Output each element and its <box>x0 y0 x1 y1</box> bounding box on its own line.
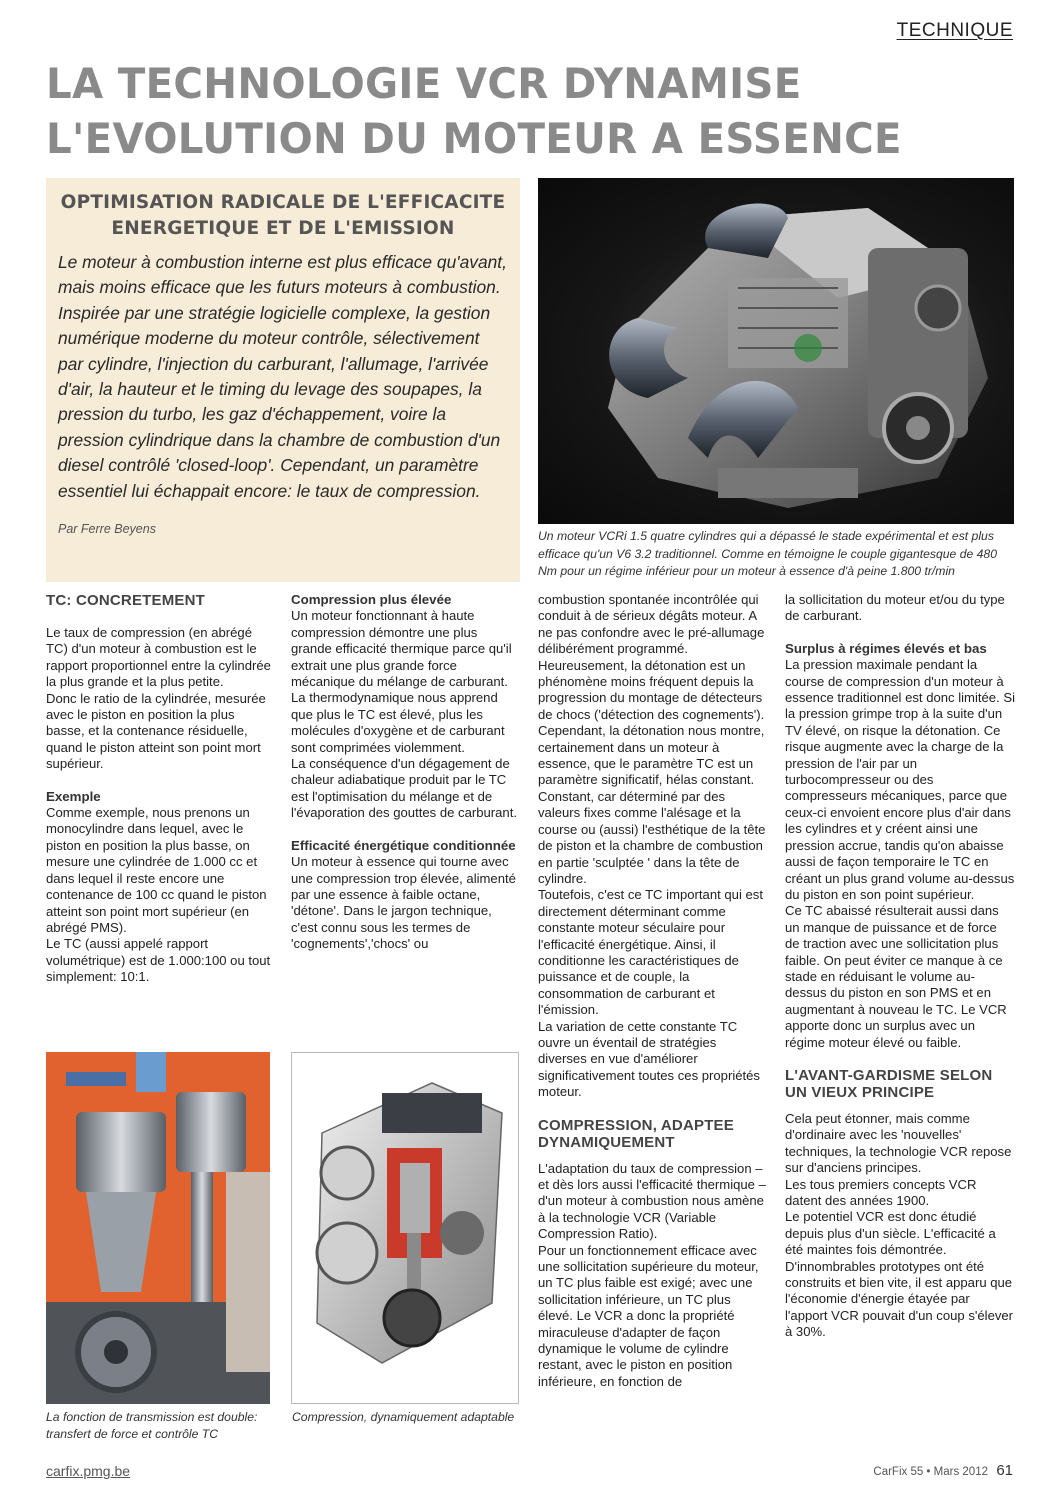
intro-title-line-1: OPTIMISATION RADICALE DE L'EFFICACITE <box>60 192 506 213</box>
paragraph: Comme exemple, nous prenons un monocylindre dans lequel, avec le piston en position la plus basse, on mesure une cylindrée de 1.000 cc et dans lequel il reste encore une contenance de 100 cc quand le piston atteint son point mort supérieur (en abrégé PMS). <box>46 805 267 935</box>
column-3 <box>538 592 768 1390</box>
column-4 <box>785 592 1015 1341</box>
intro-box <box>46 178 520 582</box>
paragraph: D'innombrables prototypes ont été construits et bien vite, il est apparu que l'économie d'énergie étayée par l'apport VCR pouvait d'un coup s'élever à 30%. <box>785 1258 1014 1340</box>
paragraph: Les tous premiers concepts VCR datent des années 1900. <box>785 1176 977 1208</box>
engine-cutaway-photo <box>291 1052 519 1404</box>
spacer <box>291 822 521 838</box>
spacer <box>538 1151 768 1161</box>
paragraph: La thermodynamique nous apprend que plus le TC est élevé, plus les molécules d'oxygène et de carburant sont comprimées violemment. <box>291 690 505 755</box>
spacer <box>785 625 1015 641</box>
engine-photo <box>538 178 1014 524</box>
paragraph: Le taux de compression (en abrégé TC) d'un moteur à combustion est le rapport proportionnel entre la cylindrée la plus grande et la plus petite. <box>46 625 271 690</box>
heading-compression-adaptee: COMPRESSION, ADAPTEE DYNAMIQUEMENT <box>538 1116 734 1151</box>
heading-tc-concretement: TC: CONCRETEMENT <box>46 592 206 609</box>
engine-cutaway-illustration <box>292 1053 519 1404</box>
subheading-compression-elevee: Compression plus élevée <box>291 592 452 607</box>
intro-title <box>58 190 508 242</box>
footer-issue-info: CarFix 55 • Mars 2012 <box>873 1466 988 1478</box>
column-2 <box>291 592 521 953</box>
footer-website-link[interactable]: carfix.pmg.be <box>46 1463 131 1479</box>
paragraph: Ce TC abaissé résulterait aussi dans un manque de puissance et de force de traction avec une sollicitation plus faible. On peut éviter ce manque à ce stade en réduisant le volume au-dessus du piston en son PMS et en augmentant à nouveau le TC. Le VCR apporte donc un surplus avec un régime moteur élevé ou faible. <box>785 903 1007 1050</box>
paragraph: Constant, car déterminé par des valeurs fixes comme l'alésage et la course ou (aussi) l'esthétique de la tête de piston et la chambre de combustion en partie 'sculptée ' dans la tête de cylindre. <box>538 788 766 886</box>
paragraph: la sollicitation du moteur et/ou du type de carburant. <box>785 592 1005 624</box>
intro-title-line-2: ENERGETIQUE ET DE L'EMISSION <box>111 218 455 239</box>
intro-lead-text: Le moteur à combustion interne est plus efficace qu'avant, mais moins efficace que les futurs moteurs à combustion. Inspirée par une stratégie logicielle complexe, la gestion numérique moderne du moteur contrôle, sélectivement par cylindre, l'injection du carburant, l'allumage, l'arrivée d'air, la hauteur et le timing du levage des soupapes, la pression du turbo, les gaz d'échappement, voire la pression cylindrique dans la chambre de combustion d'un diesel contrôlé 'closed-loop'. Cependant, un paramètre essentiel lui échappait encore: le taux de compression. <box>58 252 507 501</box>
paragraph: La conséquence d'un dégagement de chaleur adiabatique produit par le TC est l'optimisation du mélange et de l'évaporation des gouttes de carburant. <box>291 756 517 821</box>
paragraph: Cela peut étonner, mais comme d'ordinaire avec les 'nouvelles' techniques, la technologie VCR repose sur d'anciens principes. <box>785 1110 1012 1176</box>
column-1 <box>46 592 276 986</box>
paragraph: L'adaptation du taux de compression – et dès lors aussi l'efficacité thermique – d'un moteur à combustion nous amène à la technologie VCR (Variable Compression Ratio). <box>538 1160 766 1242</box>
heading-avant-gardisme: L'AVANT-GARDISME SELON UN VIEUX PRINCIPE <box>785 1066 993 1101</box>
engine-photo-caption: Un moteur VCRi 1.5 quatre cylindres qui a dépassé le stade expérimental et est plus efficace qu'un V6 3.2 traditionnel. Comme en témoigne le couple gigantesque de 480 Nm pour un régime inférieur pour un moteur à essence d'à peine 1.800 tr/min <box>538 529 997 578</box>
spacer <box>538 1101 768 1117</box>
headline-line-2: L'EVOLUTION DU MOTEUR A ESSENCE <box>46 114 902 163</box>
piston-cutaway-photo <box>46 1052 270 1404</box>
author-byline: Par Ferre Beyens <box>58 522 156 537</box>
subheading-surplus: Surplus à régimes élevés et bas <box>785 640 987 656</box>
engine-illustration <box>538 178 1014 524</box>
spacer <box>46 609 276 625</box>
paragraph: combustion spontanée incontrôlée qui conduit à de sérieux dégâts moteur. A ne pas confondre avec le pré-allumage délibérément programmé. Heureusement, la détonation est un phénomène moins fréquent depuis la progression du montage de détecteurs de chocs ('détection des cognements'). Cependant, la détonation nous montre, certainement dans un moteur à essence, que le paramètre TC est un paramètre significatif, hélas constant. <box>538 592 765 788</box>
headline-line-1: LA TECHNOLOGIE VCR DYNAMISE <box>46 59 802 108</box>
paragraph: Le TC (aussi appelé rapport volumétrique) est de 1.000:100 ou tout simplement: 10:1. <box>46 936 271 985</box>
paragraph: Un moteur fonctionnant à haute compression démontre une plus grande efficacité thermique parce qu'il extrait une plus grande force mécanique du mélange de carburant. <box>291 608 512 690</box>
paragraph: Un moteur à essence qui tourne avec une compression trop élevée, alimenté par une essence à faible octane, 'détone'. Dans le jargon technique, c'est connu sous les termes de 'cognements','chocs' ou <box>291 854 516 952</box>
subheading-exemple: Exemple <box>46 788 101 804</box>
paragraph: Toutefois, c'est ce TC important qui est directement déterminant comme constante moteur séculaire pour l'efficacité énergétique. Ainsi, il conditionne les caractéristiques de puissance et de couple, la consommation de carburant et l'émission. <box>538 887 763 1018</box>
spacer <box>46 773 276 789</box>
paragraph: Pour un fonctionnement efficace avec une sollicitation supérieure du moteur, un TC plus faible est exigé; avec une sollicitation inférieure, un TC plus élevé. Le VCR a donc la propriété miraculeuse d'adapter de façon dynamique le volume de cylindre restant, avec le piston en position inférieure, en fonction de <box>538 1242 759 1389</box>
paragraph: Donc le ratio de la cylindrée, mesurée avec le piston en position la plus basse, et la contenance résiduelle, quand le piston atteint son point mort supérieur. <box>46 690 266 772</box>
paragraph: La pression maximale pendant la course de compression d'un moteur à essence traditionnel est donc limitée. Si la pression grimpe trop à la suite d'un TV élevé, on risque la détonation. Ce risque augmente avec la charge de la pression de l'air par un turbocompresseur ou des compresseurs mécaniques, parce que ceux-ci envoient encore plus d'air dans les cylindres et y créent ainsi une pression accrue, tandis qu'on abaisse aussi de façon temporaire le TC en créant un plus grand volume au-dessus du piston en son point supérieur. <box>785 657 1015 902</box>
spacer <box>785 1101 1015 1111</box>
piston-illustration <box>46 1052 270 1404</box>
paragraph: La variation de cette constante TC ouvre un éventail de stratégies diverses en vue d'améliorer significativement toutes ces propriétés moteur. <box>538 1018 760 1100</box>
page-number: 61 <box>996 1462 1013 1479</box>
piston-photo-caption: La fonction de transmission est double: transfert de force et contrôle TC <box>46 1410 258 1441</box>
subheading-efficacite-energetique: Efficacité énergétique conditionnée <box>291 837 516 853</box>
section-tag: TECHNIQUE <box>896 20 1013 41</box>
spacer <box>785 1051 1015 1067</box>
paragraph: Le potentiel VCR est donc étudié depuis plus d'un siècle. L'efficacité a été maintes fois démontrée. <box>785 1209 996 1258</box>
page-headline <box>46 56 1026 166</box>
engine-cutaway-caption: Compression, dynamiquement adaptable <box>292 1410 515 1424</box>
